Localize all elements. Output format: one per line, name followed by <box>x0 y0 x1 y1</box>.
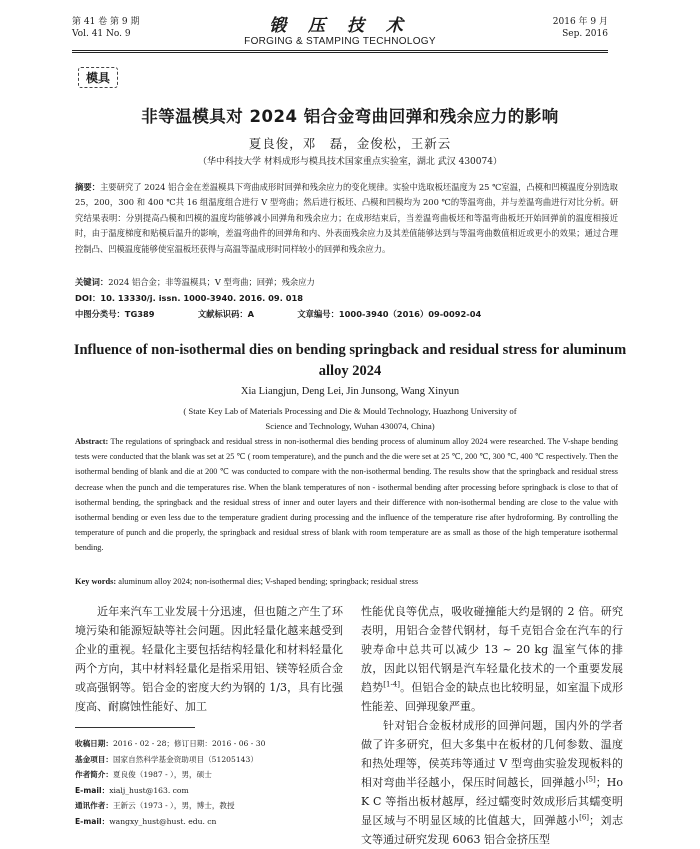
footnote-rule <box>75 727 195 728</box>
footnote-email-1 <box>75 783 345 799</box>
body-text: 。但铝合金的缺点也比较明显，如室温下成形性能差、回弹现象严重。 <box>361 681 623 713</box>
volume-cn: 第 41 卷 第 9 期 <box>72 17 140 27</box>
body-text: 针对铝合金板材成形的回弹问题，国内外的学者做了许多研究，但大多集中在板材的几何参数、温度和热处理等，侯英玮等通过 V 型弯曲实验发现板料的相对弯曲半径越小，保压时间越长，回弹越小 <box>361 719 623 789</box>
fund-value: 国家自然科学基金资助项目（51205143） <box>112 754 258 764</box>
volume-en: Vol. 41 No. 9 <box>72 29 131 39</box>
abstract-cn-label: 摘要： <box>75 182 100 192</box>
journal-name <box>72 16 608 48</box>
citation-ref[interactable]: [5] <box>585 775 596 784</box>
keywords-cn-label: 关键词： <box>75 277 109 287</box>
clc-label: 中图分类号： <box>75 309 125 319</box>
doc-code-value: A <box>247 309 255 319</box>
email-label: E-mail： <box>75 785 110 795</box>
issue-date-cn: 2016 年 9 月 <box>552 17 608 27</box>
authors-cn: 夏良俊，邓 磊，金俊松，王新云 <box>248 136 452 151</box>
abstract-cn <box>75 180 618 257</box>
keywords-cn-text: 2024 铝合金；非等温模具；V 型弯曲；回弹；残余应力 <box>108 277 315 287</box>
fund-label: 基金项目： <box>75 754 113 764</box>
authors-en: Xia Liangjun, Deng Lei, Jin Junsong, Wang Xinyun <box>240 386 460 397</box>
email-label: E-mail： <box>75 816 110 826</box>
body-paragraph <box>361 602 623 716</box>
footnote-email-2 <box>75 814 345 830</box>
article-number-label: 文章编号： <box>297 309 339 319</box>
abstract-en <box>75 434 618 556</box>
body-text: ；刘志文等通过研究发现 6063 铝合金挤压型 <box>361 814 624 846</box>
keywords-en-text: aluminum alloy 2024; non-isothermal dies; V-shaped bending; springback; residual stress <box>116 577 419 586</box>
journal-name-cn: 锻 压 技 术 <box>269 16 411 36</box>
body-paragraph: 近年来汽车工业发展十分迅速，但也随之产生了环境污染和能源短缺等社会问题。因此轻量化越来越受到企业的重视。轻量化主要包括结构轻量化和材料轻量化两个方向，其中材料轻量化是指采用铝、镁等轻质合金或高强钢等。铝合金的密度大约为钢的 1/3，具有比强度高、耐腐蚀性能好、加工 <box>75 605 343 713</box>
paper-title-en: Influence of non-isothermal dies on bending springback and residual stress for aluminum alloy 2024 <box>73 342 627 379</box>
keywords-cn <box>75 275 618 290</box>
category-tag: 模具 <box>78 67 118 88</box>
doi-value[interactable]: 10. 13330/j. issn. 1000-3940. 2016. 09. 018 <box>100 293 304 303</box>
affiliation-en-line-2: Science and Technology, Wuhan 430074, China) <box>265 420 435 431</box>
doi-label: DOI： <box>75 293 101 303</box>
body-column-left <box>75 602 343 716</box>
body-column-right <box>361 602 623 849</box>
email-link[interactable]: xialj_hust@163. com <box>109 785 189 795</box>
author-label: 作者简介： <box>75 770 113 779</box>
body-paragraph <box>361 716 623 849</box>
abstract-en-label: Abstract: <box>75 437 109 446</box>
doc-code-label: 文献标识码： <box>197 309 248 319</box>
footnote-author <box>75 767 345 783</box>
footnote-received <box>75 736 345 752</box>
received-value: 2016 - 02 - 28；修订日期：2016 - 06 - 30 <box>112 739 266 748</box>
footnotes <box>75 736 345 829</box>
article-number-value: 1000-3940（2016）09-0092-04 <box>338 309 482 319</box>
email-link[interactable]: wangxy_hust@hust. edu. cn <box>109 816 217 826</box>
keywords-en <box>75 577 618 586</box>
corresponding-label: 通讯作者： <box>75 801 113 810</box>
footnote-fund <box>75 752 345 768</box>
journal-header <box>72 16 608 50</box>
doi-line <box>75 291 618 306</box>
author-value: 夏良俊（1987 - ），男，硕士 <box>112 770 212 779</box>
issue-date <box>553 16 608 40</box>
header-rule-thin <box>72 52 608 53</box>
classification-line <box>75 307 618 322</box>
keywords-en-label: Key words: <box>75 577 117 586</box>
journal-name-en: FORGING & STAMPING TECHNOLOGY <box>244 36 436 47</box>
body-text: ；Ho K C 等指出板材越厚，经过蠕变时效成形后其蠕变明显区域与不明显区域的比值越大，回弹越小 <box>361 776 623 827</box>
body-text: 性能优良等优点，吸收碰撞能大约是钢的 2 倍。研究表明，用铝合金替代钢材，每千克铝合金在汽车的行驶寿命中总共可以减少 13 ~ 20 kg 温室气体的排放，因此以铝代钢是汽车轻量化技术的一个重要发展趋势 <box>361 605 623 694</box>
received-label: 收稿日期： <box>75 739 113 748</box>
affiliation-en <box>60 404 640 433</box>
clc-value: TG389 <box>124 309 155 319</box>
citation-ref[interactable]: [6] <box>579 813 590 822</box>
corresponding-value: 王新云（1973 - ），男，博士，教授 <box>112 801 235 810</box>
paper-title-cn: 非等温模具对 2024 铝合金弯曲回弹和残余应力的影响 <box>141 107 559 126</box>
affiliation-cn: （华中科技大学 材料成形与模具技术国家重点实验室，湖北 武汉 430074） <box>198 157 502 167</box>
citation-ref[interactable]: [1-4] <box>383 680 401 689</box>
affiliation-en-line-1: ( State Key Lab of Materials Processing and Die & Mould Technology, Huazhong University of <box>183 406 517 416</box>
abstract-cn-text: 主要研究了 2024 铝合金在差温模具下弯曲成形时回弹和残余应力的变化规律。实验中选取板坯温度为 25 ℃室温，凸模和凹模温度分别选取 25，200，300 和 400 ℃共 16 组温度组合进行 V 型弯曲；然后进行板坯、凸模和凹模均为 200 ℃的等温弯曲，并与差温弯曲进行对比分析。研究结果表明：分别提高凸模和凹模的温度均能够减小回弹角和残余应力；在成形结束后，当差温弯曲板坯和等温弯曲板坯开始回弹前的温度相接近时，由于温度梯度和贴模后温升的影响，差温弯曲件的回弹角和内、外表面残余应力及其差值能够达到与等温弯曲数值相近或更小的效果；通过合理控制凸、凹模温度能够使室温板坯获得与高温等温成形时同样较小的回弹和残余应力。 <box>75 182 618 254</box>
header-rule <box>72 50 608 51</box>
abstract-en-text: The regulations of springback and residual stress in non-isothermal dies bending process of aluminum alloy 2024 were researched. The V-shape bending tests were conducted that the blank was set at 25 ℃ ( room temperature), and the punch and the die were set at 25 ℃, 200 ℃, 300 ℃, 400 ℃ respectively. Then the isothermal bending of blank and die at 200 ℃ was conducted to compare with the non-isothermal bending. The results show that the springback and residual stress decrease when the punch and die temperatures rise. When the blank temperatures of non - isothermal bending after processing before springback is close to that of isothermal bending, the springback and the residual stress of inner and outer layers and their difference with non-isothermal bending are close to the value with isothermal bending or even less due to the temperature gradient during processing and the influence of the temperature rise after hydroforming. By controlling the temperature of punch and die properly, the springback and residual stress of blank with room temperature are as small as those of the high temperature isothermal bending. <box>75 437 618 553</box>
issue-date-en: Sep. 2016 <box>562 29 608 39</box>
footnote-corresponding <box>75 798 345 814</box>
